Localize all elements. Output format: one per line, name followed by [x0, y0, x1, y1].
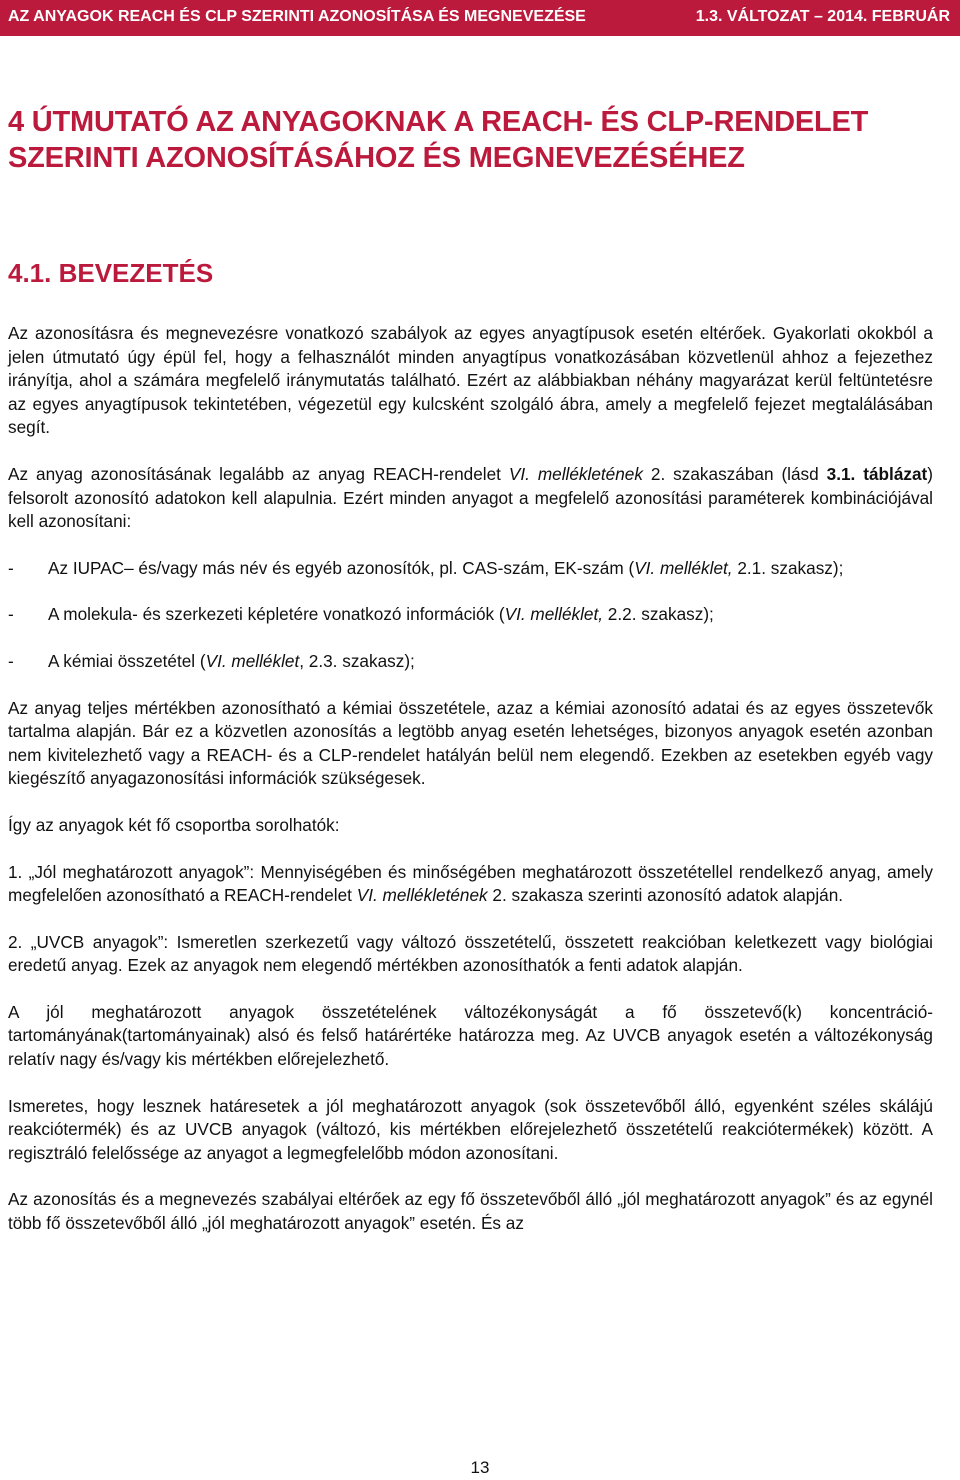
section-title: 4.1. BEVEZETÉS: [8, 258, 214, 288]
paragraph-variability: A jól meghatározott anyagok összetételének változékonyságát a fő összetevő(k) koncentráció-tartományának(tartományainak) alsó és felső határértéke határozza meg. Az UVCB anyagok esetén a változékonyság relatív nagy és/vagy kis mértékben előrejelezhető.: [8, 1001, 933, 1070]
header-document-title: AZ ANYAGOK REACH ÉS CLP SZERINTI AZONOSÍTÁSA ÉS MEGNEVEZÉSE: [8, 8, 586, 25]
paragraph-uvcb: 2. „UVCB anyagok”: Ismeretlen szerkezetű vagy változó összetételű, összetett reakcióban keletkezett vagy biológiai eredetű anyag. Ezek az anyagok nem elegendő mértékben azonosíthatók a fenti adatok alapján.: [8, 931, 933, 976]
list-item: - A molekula- és szerkezeti képletére vonatkozó információk (VI. melléklet, 2.2. szakasz);: [8, 604, 714, 625]
paragraph-intro: Az azonosításra és megnevezésre vonatkozó szabályok az egyes anyagtípusok esetén eltérőek. Gyakorlati okokból a jelen útmutató úgy épül fel, hogy a felhasználót minden anyagtípus vonatkozásában közvetlenül ahhoz a fejezethez irányítja, ahol a számára megfelelő iránymutatás található. Ezért az alábbiakban néhány magyarázat kerül feltüntetésre az egyes anyagtípusok tekintetében, végezetül egy kulcsként szolgáló ábra, amely a megfelelő fejezet megtalálásában segít.: [8, 323, 933, 438]
paragraph-groups-intro: Így az anyagok két fő csoportba sorolhatók:: [8, 814, 340, 835]
running-header: [0, 0, 960, 36]
paragraph-rules: Az azonosítás és a megnevezés szabályai eltérőek az egy fő összetevőből álló „jól meghatározott anyagok” és az egynél több fő összetevőből álló „jól meghatározott anyagok” esetén. És az: [8, 1189, 933, 1234]
body-text: [8, 322, 933, 1236]
paragraph-well-defined: 1. „Jól meghatározott anyagok”: Mennyiségében és minőségében meghatározott összetétellel rendelkező anyag, amely megfelelően azonosítható a REACH-rendelet VI. mellékletének 2. szakasza szerinti azonosító adatok alapján.: [8, 861, 933, 906]
list-item: - Az IUPAC– és/vagy más név és egyéb azonosítók, pl. CAS-szám, EK-szám (VI. melléklet, 2.1. szakasz);: [8, 557, 844, 578]
paragraph-borderline: Ismeretes, hogy lesznek határesetek a jól meghatározott anyagok (sok összetevőből álló, egyenként széles skálájú reakciótermék) és az UVCB anyagok (változó, kis mértékben előrejelezhető összetételű reakciótermékek) között. A regisztráló felelőssége az anyagot a legmegfelelőbb módon azonosítani.: [8, 1095, 933, 1163]
list-item: - A kémiai összetétel (VI. melléklet, 2.3. szakasz);: [8, 650, 415, 671]
chapter-title: 4 ÚTMUTATÓ AZ ANYAGOKNAK A REACH- ÉS CLP-RENDELET SZERINTI AZONOSÍTÁSÁHOZ ÉS MEGNEVEZÉSÉHEZ: [8, 106, 869, 174]
paragraph-composition: Az anyag teljes mértékben azonosítható a kémiai összetétele, azaz a kémiai azonosító adatai és az egyes összetevők tartalma alapján. Bár ez a közvetlen azonosítás a legtöbb anyag esetén lehetséges, bizonyos anyagok esetén azonban nem kivitelezhető vagy a REACH- és a CLP-rendelet hatályán belül nem elegendő. Ezekben az esetekben egyéb vagy kiegészítő anyagazonosítási információk szükségesek.: [8, 697, 933, 789]
paragraph-identification: Az anyag azonosításának legalább az anyag REACH-rendelet VI. mellékletének 2. szakaszában (lásd 3.1. táblázat) felsorolt azonosító adatokon kell alapulnia. Ezért minden anyagot a megfelelő azonosítási paraméterek kombinációjával kell azonosítani:: [8, 463, 933, 532]
header-version: 1.3. VÁLTOZAT – 2014. FEBRUÁR: [695, 8, 950, 25]
page-number: 13: [470, 1458, 490, 1477]
